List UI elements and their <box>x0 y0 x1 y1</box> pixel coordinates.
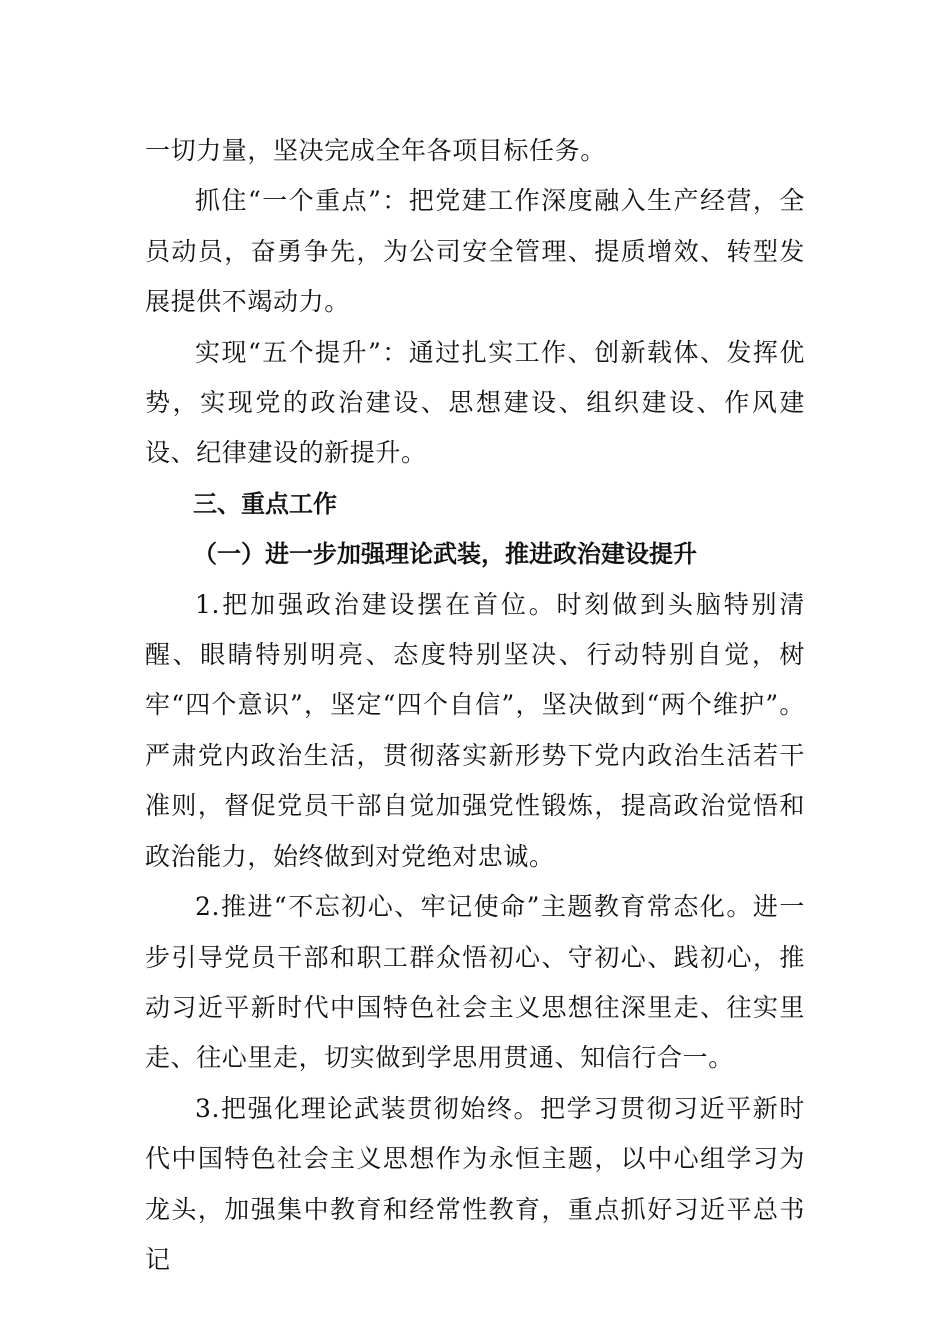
paragraph-key-point: 抓住“一个重点”：把党建工作深度融入生产经营，全员动员，奋勇争先，为公司安全管理、提质增效、转型发展提供不竭动力。 <box>145 186 805 317</box>
paragraph-item-2: 2.推进“不忘初心、牢记使命”主题教育常态化。进一步引导党员干部和职工群众悟初心、守初心、践初心，推动习近平新时代中国特色社会主义思想往深里走、往实里走、往心里走，切实做到学思用贯通、知信行合一。 <box>145 892 805 1073</box>
document-body <box>145 126 805 1285</box>
section-heading-key-work: 三、重点工作 <box>193 489 337 518</box>
paragraph-five-improvements: 实现“五个提升”：通过扎实工作、创新载体、发挥优势，实现党的政治建设、思想建设、组织建设、作风建设、纪律建设的新提升。 <box>145 337 805 468</box>
paragraph-continuation: 一切力量，坚决完成全年各项目标任务。 <box>145 136 606 165</box>
paragraph-item-3: 3.把强化理论武装贯彻始终。把学习贯彻习近平新时代中国特色社会主义思想作为永恒主题，以中心组学习为龙头，加强集中教育和经常性教育，重点抓好习近平总书记 <box>145 1093 805 1274</box>
subsection-heading-theory: （一）进一步加强理论武装，推进政治建设提升 <box>193 539 697 569</box>
paragraph-item-1: 1.把加强政治建设摆在首位。时刻做到头脑特别清醒、眼睛特别明亮、态度特别坚决、行动特别自觉，树牢“四个意识”，坚定“四个自信”，坚决做到“两个维护”。严肃党内政治生活，贯彻落实新形势下党内政治生活若干准则，督促党员干部自觉加强党性锻炼，提高政治觉悟和政治能力，始终做到对党绝对忠诚。 <box>145 589 805 871</box>
